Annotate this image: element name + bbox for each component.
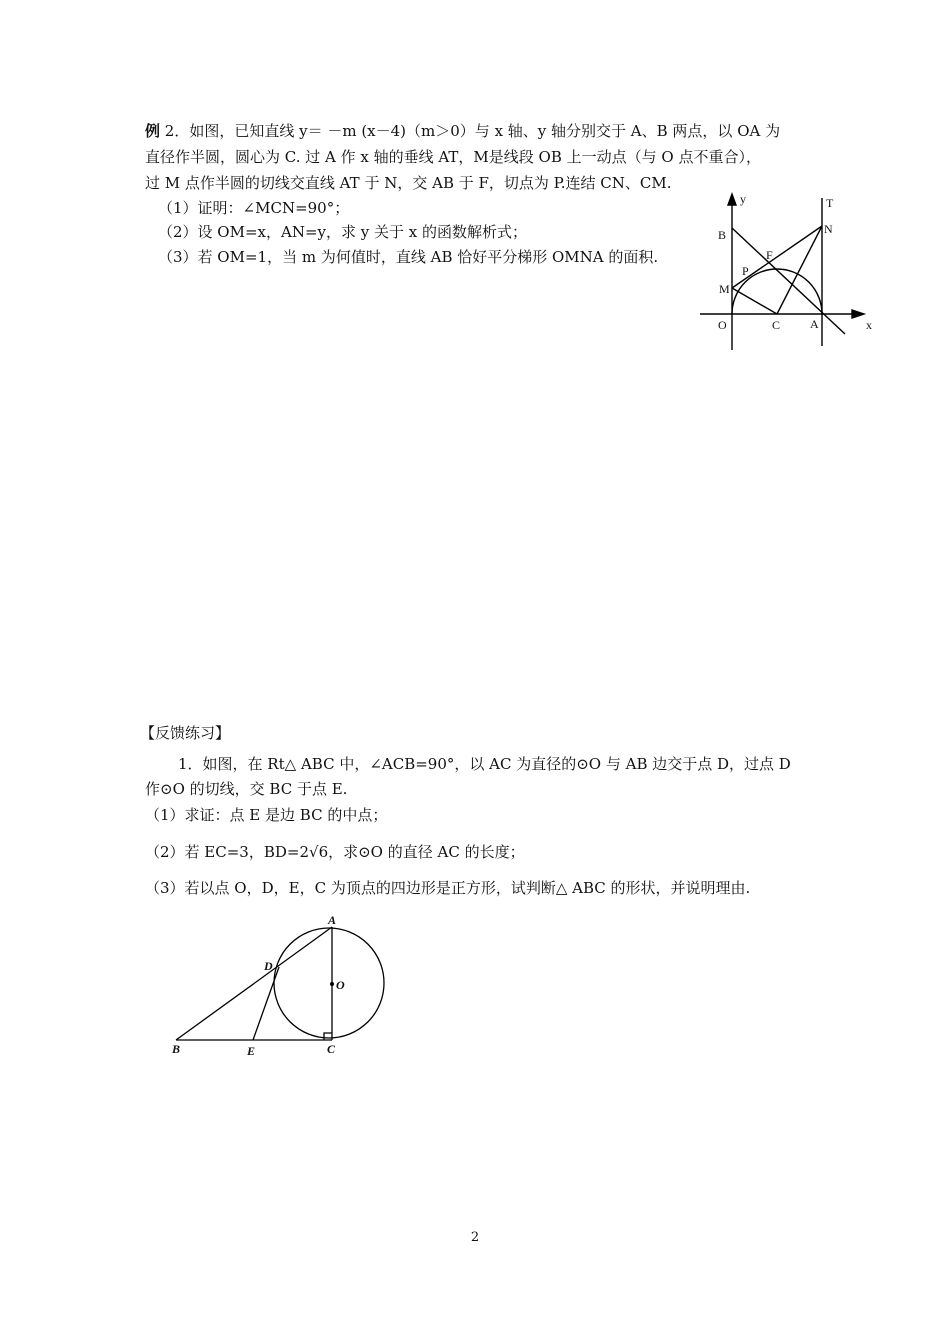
- side-AB: [176, 927, 332, 1040]
- example2-text-1: 2．如图，已知直线 y＝ －m (x－4)（m＞0）与 x 轴、y 轴分别交于 A、B 两点，以 OA 为: [160, 122, 781, 140]
- fig1-label-C: C: [772, 318, 781, 332]
- fig1-label-P: P: [742, 264, 749, 278]
- fig2-label-A: A: [328, 913, 337, 927]
- tangent-DE: [253, 967, 279, 1040]
- fig2-label-O: O: [336, 978, 345, 992]
- right-angle-mark: [324, 1033, 332, 1040]
- example2-line-3: 过 M 点作半圆的切线交直线 AT 于 N，交 AB 于 F，切点为 P.连结 CN、CM.: [145, 174, 672, 192]
- example2-question-2: （2）设 OM=x，AN=y，求 y 关于 x 的函数解析式；: [158, 223, 528, 241]
- fig1-label-A: A: [810, 317, 819, 331]
- feedback-question-1: （1）求证：点 E 是边 BC 的中点；: [145, 806, 388, 824]
- fig1-label-M: M: [719, 282, 730, 296]
- fig2-label-C: C: [327, 1042, 336, 1056]
- feedback-problem-line-2: 作⊙O 的切线，交 BC 于点 E.: [145, 780, 348, 798]
- y-axis-arrow: [728, 194, 736, 205]
- page-number: 2: [470, 1230, 480, 1245]
- fig1-label-F: F: [766, 248, 773, 262]
- example2-line-2: 直径作半圆，圆心为 C. 过 A 作 x 轴的垂线 AT，M是线段 OB 上一动点（与 O 点不重合），: [145, 148, 761, 166]
- circle-O: [274, 928, 384, 1038]
- line-CM: [732, 288, 777, 314]
- fig1-label-y: y: [740, 192, 746, 206]
- fig1-label-x: x: [866, 318, 872, 332]
- example2-line-1: [145, 121, 780, 141]
- fig1-label-N: N: [824, 222, 833, 236]
- fig1-label-B: B: [718, 228, 727, 242]
- fig1-label-T: T: [826, 196, 834, 210]
- x-axis-arrow: [852, 310, 864, 318]
- example2-question-3: （3）若 OM=1，当 m 为何值时，直线 AB 恰好平分梯形 OMNA 的面积.: [158, 248, 659, 266]
- feedback-question-3: （3）若以点 O，D，E，C 为顶点的四边形是正方形，试判断△ ABC 的形状，并说明理由.: [145, 879, 751, 897]
- center-dot: [330, 982, 334, 986]
- fig2-label-D: D: [264, 959, 273, 973]
- feedback-heading: 【反馈练习】: [140, 724, 231, 742]
- example-tag: 例: [145, 122, 161, 140]
- feedback-problem-line-1: 1．如图，在 Rt△ ABC 中，∠ACB=90°，以 AC 为直径的⊙O 与 AB 边交于点 D，过点 D: [178, 755, 791, 773]
- line-CN: [777, 226, 822, 314]
- fig2-label-B: B: [172, 1042, 181, 1056]
- line-AB: [732, 228, 845, 334]
- fig2-label-E: E: [247, 1044, 256, 1058]
- feedback-question-2: （2）若 EC=3，BD=2√6，求⊙O 的直径 AC 的长度；: [145, 843, 525, 861]
- example2-question-1: （1）证明：∠MCN=90°；: [158, 199, 350, 217]
- fig1-label-O: O: [718, 318, 727, 332]
